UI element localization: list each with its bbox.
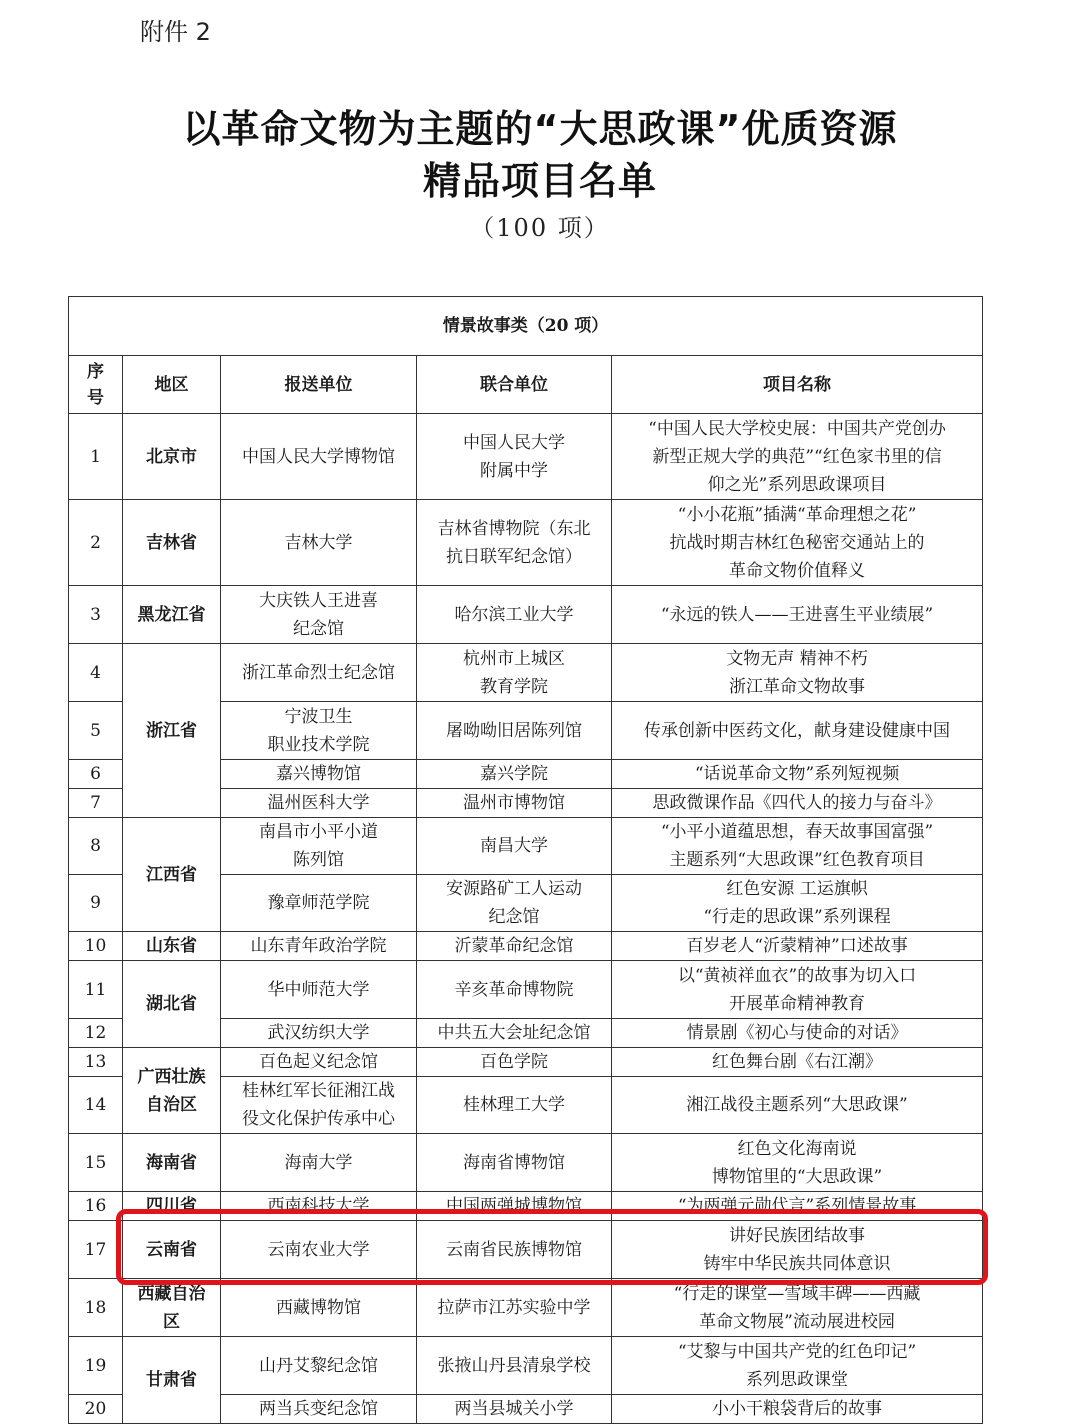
table-row-highlighted [69,1221,983,1279]
table-row [69,1048,983,1077]
column-header-row [69,356,983,414]
partner-unit: 嘉兴学院 [417,760,612,789]
partner-unit: 安源路矿工人运动 纪念馆 [417,875,612,932]
submitting-unit: 温州医科大学 [221,789,417,818]
submitting-unit: 西藏博物馆 [221,1279,417,1337]
region-cell: 浙江省 [123,644,221,818]
row-number: 17 [69,1221,123,1279]
partner-unit: 中国人民大学 附属中学 [417,414,612,500]
project-name: “行走的课堂—雪域丰碑——西藏 革命文物展”流动展进校园 [612,1279,983,1337]
submitting-unit: 云南农业大学 [221,1221,417,1279]
partner-unit: 拉萨市江苏实验中学 [417,1279,612,1337]
submitting-unit: 大庆铁人王进喜 纪念馆 [221,586,417,644]
region-cell: 北京市 [123,414,221,500]
row-number: 5 [69,702,123,760]
region-cell: 吉林省 [123,500,221,586]
submitting-unit: 宁波卫生 职业技术学院 [221,702,417,760]
project-name: 情景剧《初心与使命的对话》 [612,1019,983,1048]
region-cell: 海南省 [123,1134,221,1192]
partner-unit: 辛亥革命博物院 [417,961,612,1019]
submitting-unit: 两当兵变纪念馆 [221,1395,417,1424]
partner-unit: 中共五大会址纪念馆 [417,1019,612,1048]
project-name: “小小花瓶”插满“革命理想之花” 抗战时期吉林红色秘密交通站上的 革命文物价值释义 [612,500,983,586]
region-cell: 云南省 [123,1221,221,1279]
partner-unit: 沂蒙革命纪念馆 [417,932,612,961]
partner-unit: 桂林理工大学 [417,1077,612,1134]
project-name: 红色文化海南说 博物馆里的“大思政课” [612,1134,983,1192]
row-number: 12 [69,1019,123,1048]
submitting-unit: 山丹艾黎纪念馆 [221,1337,417,1395]
row-number: 6 [69,760,123,789]
region-cell: 黑龙江省 [123,586,221,644]
submitting-unit: 山东青年政治学院 [221,932,417,961]
partner-unit: 杭州市上城区 教育学院 [417,644,612,702]
region-cell: 甘肃省 [123,1337,221,1424]
region-cell: 湖北省 [123,961,221,1048]
project-name: 百岁老人“沂蒙精神”口述故事 [612,932,983,961]
submitting-unit: 武汉纺织大学 [221,1019,417,1048]
partner-unit: 中国两弹城博物馆 [417,1192,612,1221]
row-number: 7 [69,789,123,818]
table-row [69,1279,983,1337]
partner-unit: 两当县城关小学 [417,1395,612,1424]
partner-unit: 南昌大学 [417,818,612,875]
column-header-project-name: 项目名称 [612,356,983,414]
section-title: 情景故事类（20 项） [69,297,983,356]
submitting-unit: 吉林大学 [221,500,417,586]
column-header-region: 地区 [123,356,221,414]
project-name: “小平小道蕴思想，春天故事国富强” 主题系列“大思政课”红色教育项目 [612,818,983,875]
submitting-unit: 桂林红军长征湘江战 役文化保护传承中心 [221,1077,417,1134]
partner-unit: 张掖山丹县清泉学校 [417,1337,612,1395]
partner-unit: 吉林省博物院（东北 抗日联军纪念馆） [417,500,612,586]
row-number: 14 [69,1077,123,1134]
row-number: 3 [69,586,123,644]
table-row [69,586,983,644]
table-row [69,644,983,702]
row-number: 11 [69,961,123,1019]
table-row [69,1192,983,1221]
region-cell: 江西省 [123,818,221,932]
row-number: 20 [69,1395,123,1424]
project-name: 小小干粮袋背后的故事 [612,1395,983,1424]
partner-unit: 哈尔滨工业大学 [417,586,612,644]
submitting-unit: 嘉兴博物馆 [221,760,417,789]
project-name: “为两弹元勋代言”系列情景故事 [612,1192,983,1221]
row-number: 9 [69,875,123,932]
document-title-line-2: 精品项目名单 [422,159,657,203]
submitting-unit: 南昌市小平小道 陈列馆 [221,818,417,875]
column-header-submitting-unit: 报送单位 [221,356,417,414]
project-name: “艾黎与中国共产党的红色印记” 系列思政课堂 [612,1337,983,1395]
project-name: “中国人民大学校史展：中国共产党创办 新型正规大学的典范”“红色家书里的信 仰之光”系列思政课项目 [612,414,983,500]
row-number: 1 [69,414,123,500]
table-row [69,961,983,1019]
table-row [69,932,983,961]
submitting-unit: 豫章师范学院 [221,875,417,932]
partner-unit: 云南省民族博物馆 [417,1221,612,1279]
partner-unit: 屠呦呦旧居陈列馆 [417,702,612,760]
attachment-label: 附件 2 [140,18,211,46]
project-name: 文物无声 精神不朽 浙江革命文物故事 [612,644,983,702]
submitting-unit: 华中师范大学 [221,961,417,1019]
row-number: 19 [69,1337,123,1395]
project-name: 红色安源 工运旗帜 “行走的思政课”系列课程 [612,875,983,932]
row-number: 10 [69,932,123,961]
submitting-unit: 海南大学 [221,1134,417,1192]
project-name: 传承创新中医药文化，献身建设健康中国 [612,702,983,760]
section-header-row [69,297,983,356]
region-cell: 广西壮族 自治区 [123,1048,221,1134]
column-header-index: 序 号 [69,356,123,414]
project-name: 讲好民族团结故事 铸牢中华民族共同体意识 [612,1221,983,1279]
table-row [69,414,983,500]
row-number: 13 [69,1048,123,1077]
partner-unit: 温州市博物馆 [417,789,612,818]
project-name: 红色舞台剧《右江潮》 [612,1048,983,1077]
project-name: 思政微课作品《四代人的接力与奋斗》 [612,789,983,818]
region-cell: 山东省 [123,932,221,961]
partner-unit: 百色学院 [417,1048,612,1077]
project-name: 以“黄祯祥血衣”的故事为切入口 开展革命精神教育 [612,961,983,1019]
row-number: 4 [69,644,123,702]
column-header-partner-unit: 联合单位 [417,356,612,414]
project-name: “话说革命文物”系列短视频 [612,760,983,789]
partner-unit: 海南省博物馆 [417,1134,612,1192]
row-number: 15 [69,1134,123,1192]
project-name: “永远的铁人——王进喜生平业绩展” [612,586,983,644]
table-row [69,1337,983,1395]
submitting-unit: 中国人民大学博物馆 [221,414,417,500]
item-count: （100 项） [470,214,610,242]
submitting-unit: 浙江革命烈士纪念馆 [221,644,417,702]
table-row [69,500,983,586]
row-number: 2 [69,500,123,586]
region-cell: 西藏自治 区 [123,1279,221,1337]
project-list-table [68,296,983,1424]
submitting-unit: 西南科技大学 [221,1192,417,1221]
document-title-line-1: 以革命文物为主题的“大思政课”优质资源 [182,107,898,151]
region-cell: 四川省 [123,1192,221,1221]
table-row [69,818,983,875]
project-name: 湘江战役主题系列“大思政课” [612,1077,983,1134]
row-number: 18 [69,1279,123,1337]
table-row [69,1134,983,1192]
row-number: 8 [69,818,123,875]
submitting-unit: 百色起义纪念馆 [221,1048,417,1077]
row-number: 16 [69,1192,123,1221]
